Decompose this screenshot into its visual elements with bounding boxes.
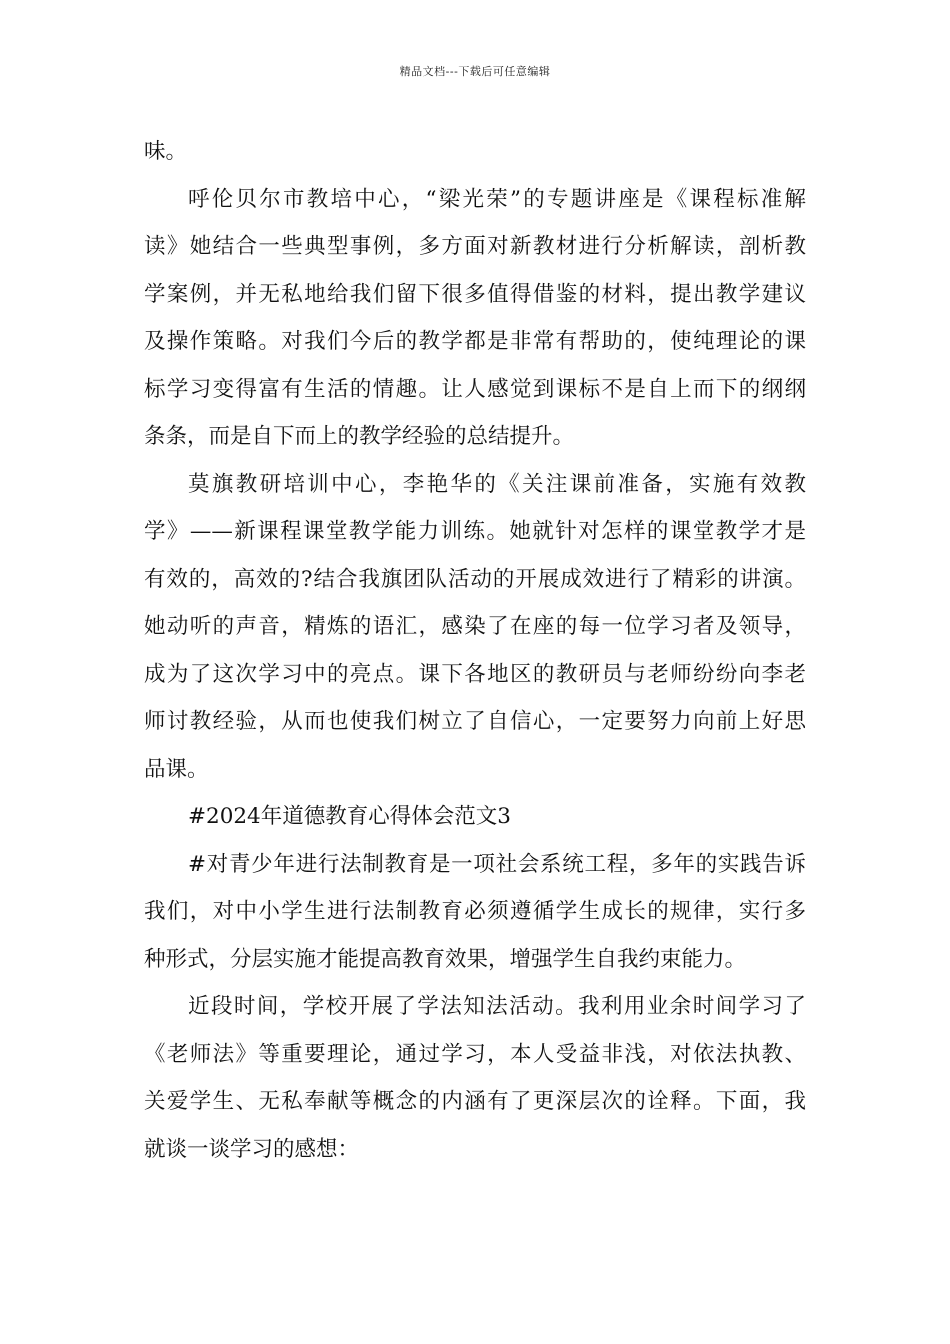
- text-line: 《老师法》等重要理论，通过学习，本人受益非浅，对依法执教、: [144, 1041, 806, 1067]
- text-line: 标学习变得富有生活的情趣。让人感觉到课标不是自上而下的纲纲: [144, 376, 806, 402]
- text-line: 条条，而是自下而上的教学经验的总结提升。: [144, 424, 575, 449]
- section-heading: [144, 793, 806, 841]
- text-line: 近段时间，学校开展了学法知法活动。我利用业余时间学习了: [188, 994, 806, 1019]
- text-line: #对青少年进行法制教育是一项社会系统工程，多年的实践告诉: [188, 851, 806, 877]
- text-line: 品课。: [144, 756, 209, 782]
- text-line: 莫旗教研培训中心，李艳华的《关注课前准备，实施有效教: [188, 471, 806, 497]
- text-line: 我们，对中小学生进行法制教育必须遵循学生成长的规律，实行多: [144, 899, 806, 924]
- text-line: 就谈一谈学习的感想：: [144, 1136, 360, 1162]
- text-line: 种形式，分层实施才能提高教育效果，增强学生自我约束能力。: [144, 946, 747, 972]
- paragraph: [144, 176, 806, 461]
- text-line: #2024年道德教育心得体会范文3: [188, 804, 511, 829]
- text-line: 味。: [144, 139, 188, 164]
- paragraph: [144, 983, 806, 1173]
- text-line: 及操作策略。对我们今后的教学都是非常有帮助的，使纯理论的课: [144, 329, 806, 354]
- text-line: 师讨教经验，从而也使我们树立了自信心，一定要努力向前上好思: [144, 709, 806, 734]
- text-line: 学案例，并无私地给我们留下很多值得借鉴的材料，提出教学建议: [144, 281, 806, 307]
- page-header: 精品文档---下载后可任意编辑: [399, 65, 551, 78]
- paragraph: [144, 461, 806, 794]
- text-line: 关爱学生、无私奉献等概念的内涵有了更深层次的诠释。下面，我: [144, 1089, 806, 1114]
- text-line: 成为了这次学习中的亮点。课下各地区的教研员与老师纷纷向李老: [144, 661, 806, 687]
- text-line: 学》——新课程课堂教学能力训练。她就针对怎样的课堂教学才是: [144, 519, 806, 544]
- text-line: 呼伦贝尔市教培中心，“梁光荣”的专题讲座是《课程标准解: [188, 186, 806, 212]
- text-line: 有效的，高效的?结合我旗团队活动的开展成效进行了精彩的讲演。: [144, 566, 806, 592]
- paragraph: [144, 128, 806, 176]
- paragraph: [144, 841, 806, 984]
- document-body: [144, 128, 806, 1173]
- text-line: 她动听的声音，精炼的语汇，感染了在座的每一位学习者及领导，: [144, 614, 806, 639]
- text-line: 读》她结合一些典型事例，多方面对新教材进行分析解读，剖析教: [144, 234, 806, 259]
